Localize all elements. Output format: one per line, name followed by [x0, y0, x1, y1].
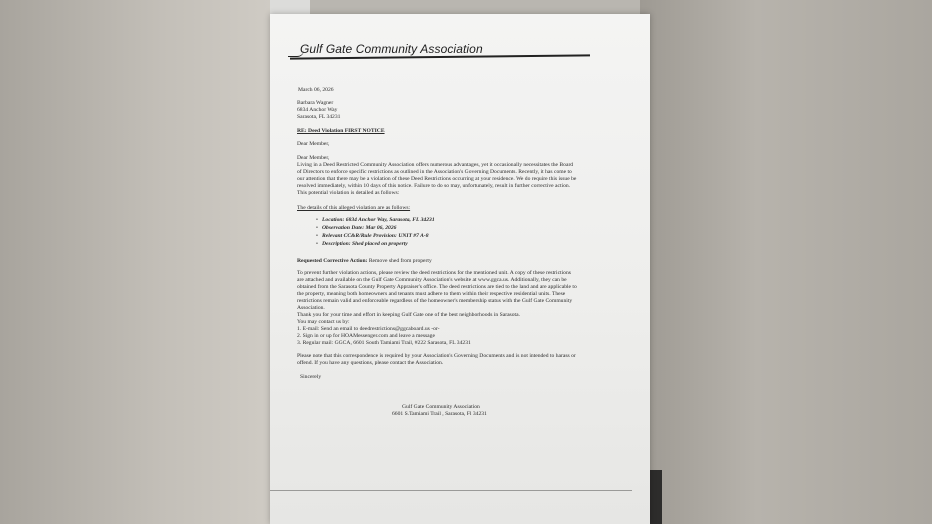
- subject-line: RE: Deed Violation FIRST NOTICE: [297, 128, 385, 134]
- letter-date: March 06, 2026: [298, 87, 334, 93]
- para2-line: You may contact us by:: [297, 319, 350, 325]
- recipient-name: Barbara Wagner: [297, 100, 334, 106]
- detail-label: Observation Date:: [322, 225, 365, 231]
- corrective-action: [297, 258, 432, 265]
- detail-item: • Observation Date: Mar 06, 2026: [316, 225, 397, 231]
- recipient-city: Sarasota, FL 34231: [297, 114, 341, 120]
- para3-line: offend. If you have any questions, please contact the Association.: [297, 360, 444, 366]
- greeting-1: Dear Member,: [297, 141, 330, 147]
- contact-messenger: 2. Sign in or up for HOAMessenger.com and leave a message: [297, 333, 435, 339]
- recipient-street: 6834 Anchor Way: [297, 107, 338, 113]
- detail-value: 6834 Anchor Way, Sarasota, FL 34231: [345, 217, 435, 223]
- para2-line: Thank you for your time and effort in keeping Gulf Gate one of the best neighborhoods in Sarasota.: [297, 312, 520, 318]
- para2-line: restrictions remain valid and enforceable regardless of the homeowner's membership status with the Gulf Gate Community: [297, 298, 573, 304]
- contact-email: 1. E-mail: Send an email to deedrestrictions@ggcaboard.us -or-: [297, 326, 440, 332]
- para2-line: To prevent further violation actions, please review the deed restrictions for the mentioned unit. A copy of these restrictions: [297, 270, 571, 276]
- contact-mail: 3. Regular mail: GGCA, 6601 South Tamiami Trail, #222 Sarasota, FL 34231: [297, 340, 471, 346]
- body-line: of Directors to enforce specific restrictions as outlined in the Association's Governing Documents. Recently, it has come to: [297, 169, 572, 175]
- detail-label: Relevant CC&R/Rule Provision:: [322, 233, 397, 239]
- corrective-label: Requested Corrective Action:: [297, 258, 368, 264]
- body-line: our attention that there may be a violation of these Deed Restrictions occurring at your residence. We do require this issue be: [297, 176, 577, 182]
- detail-item: • Description: Shed placed on property: [316, 241, 408, 247]
- paper-crease: [270, 490, 632, 491]
- para2-line: the property, meaning both homeowners and tenants must adhere to them within their respective residential units. These: [297, 291, 566, 297]
- body-line: resolved immediately, within 10 days of this notice. Failure to do so may, unfortunately, result in further corrective action.: [297, 183, 571, 189]
- detail-label: Description:: [322, 241, 351, 247]
- corrective-value: Remove shed from property: [368, 258, 432, 264]
- closing: Sincerely: [300, 374, 322, 380]
- greeting-2: Dear Member,: [297, 155, 330, 161]
- para3-line: Please note that this correspondence is required by your Association's Governing Documents and is not intended to harass or: [297, 353, 576, 359]
- detail-value: Shed placed on property: [352, 241, 408, 247]
- detail-value: UNIT #7 A-8: [398, 233, 429, 239]
- background-left: [0, 0, 270, 524]
- para2-line: Association.: [297, 305, 325, 311]
- detail-value: Mar 06, 2026: [365, 225, 397, 231]
- detail-item: • Location: 6834 Anchor Way, Sarasota, FL 34231: [316, 217, 435, 223]
- body-line: Living in a Deed Restricted Community Association offers numerous advantages, yet it occasionally necessitates the Board: [297, 162, 574, 168]
- para2-line: obtained from the Sarasota County Property Appraiser's office. The deed restrictions are tied to the land and are applicable to: [297, 284, 577, 290]
- details-heading: The details of this alleged violation are as follows:: [297, 205, 411, 211]
- footer-org: Gulf Gate Community Association: [402, 404, 480, 410]
- detail-label: Location:: [322, 217, 345, 223]
- detail-item: • Relevant CC&R/Rule Provision: UNIT #7 A-8: [316, 233, 429, 239]
- letterhead-title: Gulf Gate Community Association: [300, 42, 483, 56]
- footer-address: 6601 S.Tamiami Trail , Sarasota, Fl 34231: [392, 411, 487, 417]
- para2-line: are attached and available on the Gulf Gate Community Association's website at www.ggca.us. Additionally, they can be: [297, 277, 567, 283]
- background-right: [640, 0, 932, 524]
- body-line: This potential violation is detailed as follows:: [297, 190, 400, 196]
